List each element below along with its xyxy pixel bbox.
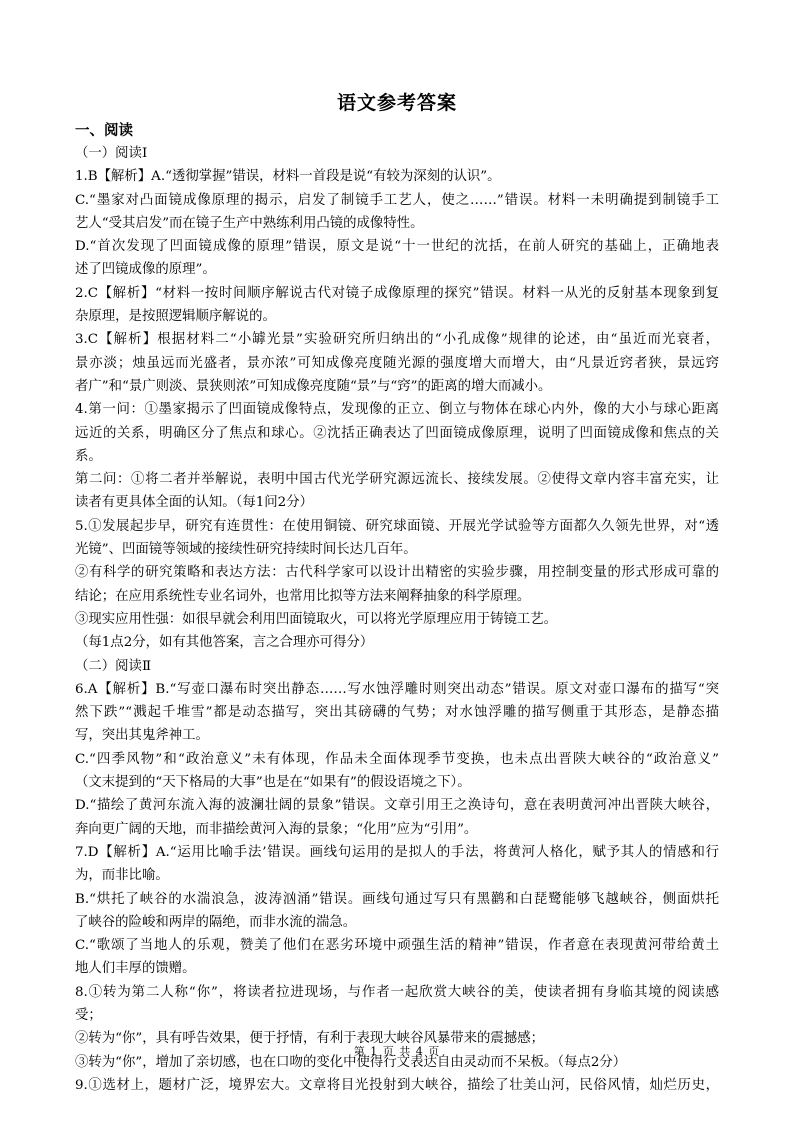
text-line: 杂原理，是按照逻辑顺序解说的。: [75, 309, 276, 325]
text-line: 地人们丰厚的馈赠。: [75, 961, 196, 977]
text-line: 光镜”、凹面镜等领域的接续性研究持续时间长达几百年。: [75, 542, 417, 558]
answer-body: [75, 142, 719, 1097]
text-line: D.“首次发现了凹面镜成像的原理”错误，原文是说“十一世纪的沈括，在前人研究的基础上，正确地表: [75, 239, 719, 255]
text-line: 然下跌”“溅起千堆雪”都是动态描写，突出其磅礴的气势；对水蚀浮雕的描写侧重于其形态，是静态描: [75, 705, 719, 721]
text-line: 结论；在应用系统性专业名词外，也常用比拟等方法来阐释抽象的科学原理。: [75, 588, 531, 604]
text-line: 5.①发展起步早，研究有连贯性：在使用铜镜、研究球面镜、开展光学试验等方面都久久领先世界，对“透: [75, 518, 719, 534]
text-line: 述了凹镜成像的原理”。: [75, 262, 216, 278]
text-line: ②转为“你”，具有呼告效果，便于抒情，有利于表现大峡谷风暴带来的震撼感；: [75, 1031, 544, 1047]
text-line: 7.D【解析】A.“运用比喻手法’错误。画线句运用的是拟人的手法，将黄河人格化，赋予其人的情感和行: [75, 844, 719, 860]
text-line: 第二问：①将二者并举解说，表明中国古代光学研究源远流长、接续发展。②使得文章内容丰富充实，让: [75, 472, 719, 488]
text-line: D.“描绘了黄河东流入海的波澜壮阔的景象”错误。文章引用王之涣诗句，意在表明黄河冲出晋陕大峡谷，: [75, 798, 719, 814]
text-line: ③转为“你”，增加了亲切感，也在口吻的变化中使得行文表达自由灵动而不呆板。（每点2分）: [75, 1054, 627, 1070]
text-line: （文末提到的“天下格局的大事”也是在“如果有”的假设语境之下）。: [75, 775, 471, 791]
text-line: 6.A【解析】B.“写壶口瀑布时突出静态……写水蚀浮雕时则突出动态”错误。原文对壶口瀑布的描写“突: [75, 681, 719, 697]
text-line: 8.①转为第二人称“你”，将读者拉进现场，与作者一起欣赏大峡谷的美，使读者拥有身临其境的阅读感: [75, 984, 719, 1000]
page-title: 语文参考答案: [336, 92, 457, 114]
text-line: 3.C【解析】根据材料二“小罅光景”实验研究所归纳出的“小孔成像”规律的论述，由“虽近而光衰者，: [75, 332, 719, 348]
text-line: 艺人“受其启发”而在镜子生产中熟练利用凸镜的成像特性。: [75, 215, 424, 231]
text-line: 4.第一问：①墨家揭示了凹面镜成像特点，发现像的正立、倒立与物体在球心内外，像的大小与球心距离: [75, 402, 719, 418]
text-line: C.“歌颂了当地人的乐观，赞美了他们在恶劣环境中顽强生活的精神”错误，作者意在表现黄河带给黄土: [75, 938, 719, 954]
text-line: 读者有更具体全面的认知。（每1问2分）: [75, 495, 313, 511]
text-line: 1.B【解析】A.“透彻掌握”错误，材料一首段是说“有较为深刻的认识”。: [75, 169, 501, 185]
text-line: C.“四季风物”和“政治意义”未有体现，作品未全面体现季节变换，也未点出晋陕大峡谷的“政治意义”: [75, 751, 719, 767]
text-line: （每1点2分，如有其他答案，言之合理亦可得分）: [75, 635, 374, 651]
text-line: 景亦淡；烛虽远而光盛者，景亦浓”可知成像亮度随光源的强度增大而增大，由“凡景近窍者狭，景远窍: [75, 355, 719, 371]
text-line: （二）阅读Ⅱ: [75, 658, 152, 674]
text-line: C.“墨家对凸面镜成像原理的揭示，启发了制镜手工艺人，使之……”错误。材料一未明确提到制镜手工: [75, 192, 719, 208]
text-line: 远近的关系，明确区分了焦点和球心。②沈括正确表达了凹面镜成像原理，说明了凹面镜成像和焦点的关: [75, 425, 719, 441]
text-line: 系。: [75, 448, 102, 464]
text-line: B.“烘托了峡谷的水湍浪急，波涛汹涌”错误。画线句通过写只有黑鹳和白琵鹭能够飞越峡谷，侧面烘托: [75, 891, 719, 907]
text-line: 为，而非比喻。: [75, 868, 169, 884]
text-line: 9.①选材上，题材广泛，境界宏大。文章将目光投射到大峡谷，描绘了壮美山河，民俗风情，灿烂历史，: [75, 1077, 719, 1093]
text-line: 写，突出其鬼斧神工。: [75, 728, 209, 744]
section-heading: 一、阅读: [75, 123, 133, 139]
text-line: ③现实应用性强：如很早就会利用凹面镜取火，可以将光学原理应用于铸镜工艺。: [75, 611, 558, 627]
text-line: 奔向更广阔的天地，而非描绘黄河入海的景象；“化用”应为“引用”。: [75, 821, 478, 837]
text-line: ②有科学的研究策略和表达方法：古代科学家可以设计出精密的实验步骤，用控制变量的形式形成可靠的: [75, 565, 719, 581]
text-line: （一）阅读Ⅰ: [75, 146, 148, 161]
text-line: 者广”和“景广则淡、景狭则浓”可知成像亮度随“景”与“窍”的距离的增大而减小。: [75, 378, 552, 394]
text-line: 受；: [75, 1007, 102, 1023]
text-line: 了峡谷的险峻和两岸的隔绝，而非水流的湍急。: [75, 914, 357, 930]
text-line: 2.C【解析】“材料一按时间顺序解说古代对镜子成像原理的探究”错误。材料一从光的反射基本现象到复: [75, 285, 719, 301]
page-footer: 第 1 页 共 4 页: [353, 1045, 441, 1058]
